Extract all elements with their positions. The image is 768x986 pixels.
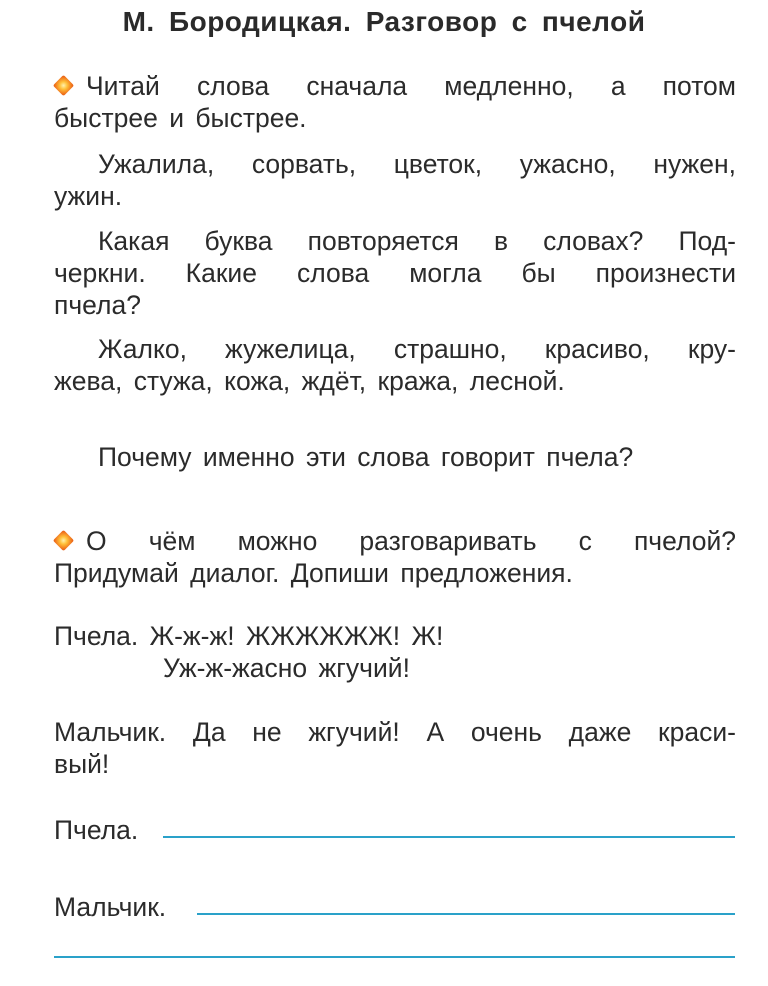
task-2 [54,525,736,589]
dialog-boy-line-2: вый! [54,749,110,779]
question-1-line-3: пчела? [54,290,141,320]
answer-line-extra[interactable] [54,956,735,958]
dialog-bee-label: Пчела. [54,815,139,845]
task-1-line-2: быстрее и быстрее. [54,103,307,133]
task-1 [54,70,736,134]
dialog-bee-line-1: Пчела. Ж-ж-ж! ЖЖЖЖЖЖ! Ж! [54,621,444,651]
dialog-boy-line-1: Мальчик. Да не жгучий! А очень даже краси- [54,717,736,747]
word-list-2-cont [54,365,736,397]
task-2-line-1: О чём можно разговаривать с пчелой? [54,525,736,557]
question-1-line-1: Какая буква повторяется в словах? Под- [98,226,736,256]
word-list-1-cont [54,180,736,212]
dialog-boy-label: Мальчик. [54,892,167,922]
page-title: М. Бородицкая. Разговор с пчелой [122,6,646,37]
word-list-2-line-1: Жалко, жужелица, страшно, красиво, кру- [98,334,736,364]
question-2-line: Почему именно эти слова говорит пчела? [98,442,634,472]
word-list-2-line-2: жева, стужа, кожа, ждёт, кража, лесной. [54,366,565,396]
question-1 [54,225,736,257]
word-list-1-line-2: ужин. [54,181,123,211]
dialog-boy [54,716,736,780]
question-1-cont [54,257,736,321]
task-1-line-1: Читай слова сначала медленно, а потом [54,70,736,102]
dialog-bee-line-2: Уж-ж-жасно жгучий! [163,653,410,683]
orange-diamond-icon [54,76,74,96]
question-2 [54,441,736,473]
task-2-line-2: Придумай диалог. Допиши предложения. [54,558,573,588]
word-list-1-line-1: Ужалила, сорвать, цветок, ужасно, нужен, [98,149,736,179]
word-list-2 [54,333,736,365]
answer-line-bee[interactable] [163,836,735,838]
word-list-1 [54,148,736,180]
question-1-line-2: черкни. Какие слова могла бы произнести [54,258,736,288]
answer-line-boy[interactable] [197,913,735,915]
orange-diamond-icon [54,531,74,551]
